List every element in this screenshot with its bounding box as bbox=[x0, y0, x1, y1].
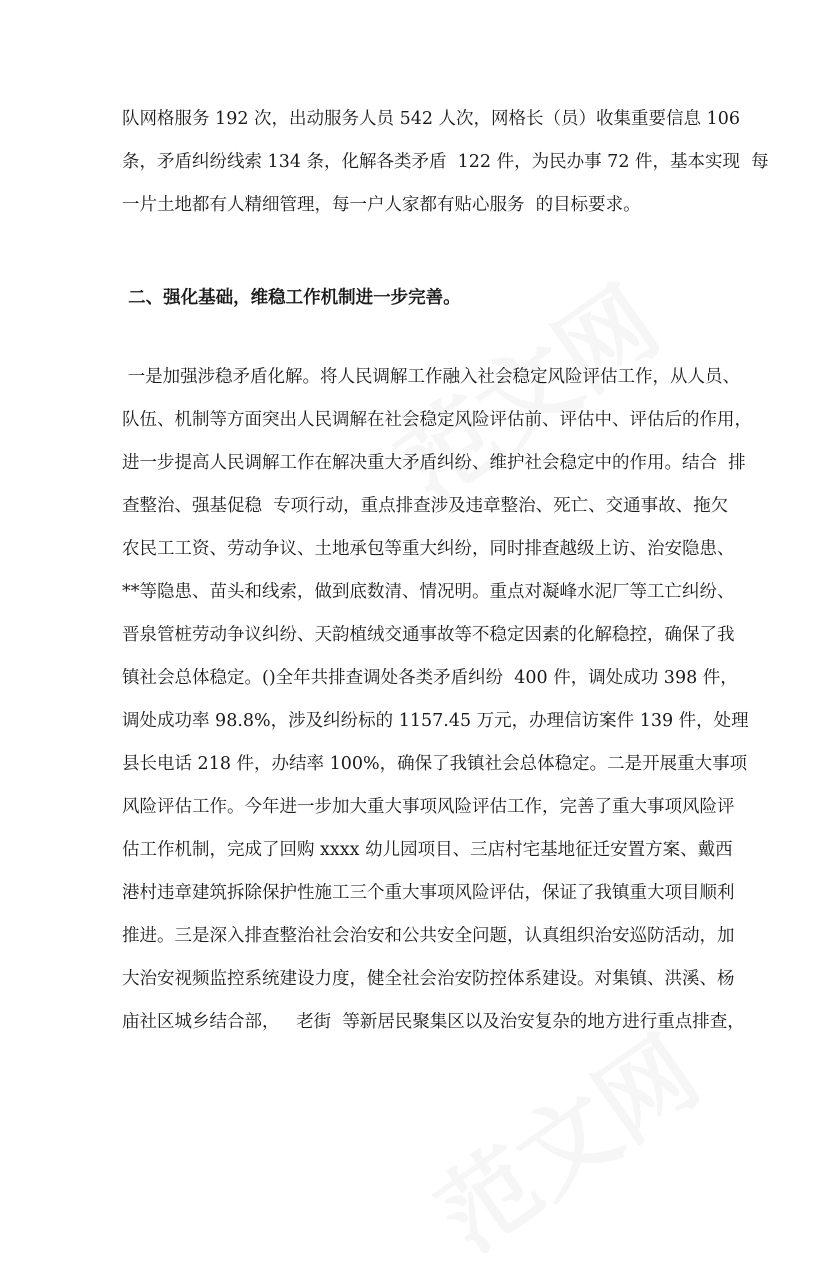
text-line: 队伍、机制等方面突出人民调解在社会稳定风险评估前、评估中、评估后的作用， bbox=[122, 410, 752, 430]
text-line: 一片土地都有人精细管理，每一户人家都有贴心服务 的目标要求。 bbox=[122, 195, 641, 215]
text-line: 查整治、强基促稳 专项行动，重点排查涉及违章整治、死亡、交通事故、拖欠 bbox=[122, 496, 729, 516]
text-line: 一是加强涉稳矛盾化解。将人民调解工作融入社会稳定风险评估工作，从人员、 bbox=[122, 367, 741, 387]
text-line: 队网格服务 192 次，出动服务人员 542 人次，网格长（员）收集重要信息 106 bbox=[122, 109, 741, 129]
text-line: 大治安视频监控系统建设力度，健全社会治安防控体系建设。对集镇、洪溪、杨 bbox=[122, 969, 735, 989]
text-line: 推进。三是深入排查整治社会治安和公共安全问题，认真组织治安巡防活动，加 bbox=[122, 926, 735, 946]
text-line: 农民工工资、劳动争议、土地承包等重大纠纷，同时排查越级上访、治安隐患、 bbox=[122, 539, 735, 559]
text-line: 进一步提高人民调解工作在解决重大矛盾纠纷、维护社会稳定中的作用。结合 排 bbox=[122, 453, 746, 473]
text-line: 风险评估工作。今年进一步加大重大事项风险评估工作，完善了重大事项风险评 bbox=[122, 797, 735, 817]
text-line: 镇社会总体稳定。()全年共排查调处各类矛盾纠纷 400 件，调处成功 398 件， bbox=[122, 668, 738, 688]
text-line: **等隐患、苗头和线索，做到底数清、情况明。重点对凝峰水泥厂等工亡纠纷、 bbox=[122, 582, 735, 602]
paragraph-1 bbox=[122, 98, 769, 227]
text-line: 调处成功率 98.8%，涉及纠纷标的 1157.45 万元，办理信访案件 139 件，处理 bbox=[122, 711, 749, 731]
text-line: 庙社区城乡结合部， 老街 等新居民聚集区以及治安复杂的地方进行重点排查， bbox=[122, 1012, 745, 1032]
paragraph-2 bbox=[122, 356, 752, 1044]
text-line: 晋泉管桩劳动争议纠纷、天韵植绒交通事故等不稳定因素的化解稳控，确保了我 bbox=[122, 625, 735, 645]
section-heading: 二、强化基础，维稳工作机制进一步完善。 bbox=[122, 288, 461, 308]
text-line: 估工作机制，完成了回购 xxxx 幼儿园项目、三店村宅基地征迁安置方案、戴西 bbox=[122, 840, 733, 860]
text-line: 港村违章建筑拆除保护性施工三个重大事项风险评估，保证了我镇重大项目顺利 bbox=[122, 883, 735, 903]
text-line: 县长电话 218 件，办结率 100%，确保了我镇社会总体稳定。二是开展重大事项 bbox=[122, 754, 748, 774]
text-line: 条，矛盾纠纷线索 134 条，化解各类矛盾 122 件，为民办事 72 件，基本实现 每 bbox=[122, 152, 769, 172]
